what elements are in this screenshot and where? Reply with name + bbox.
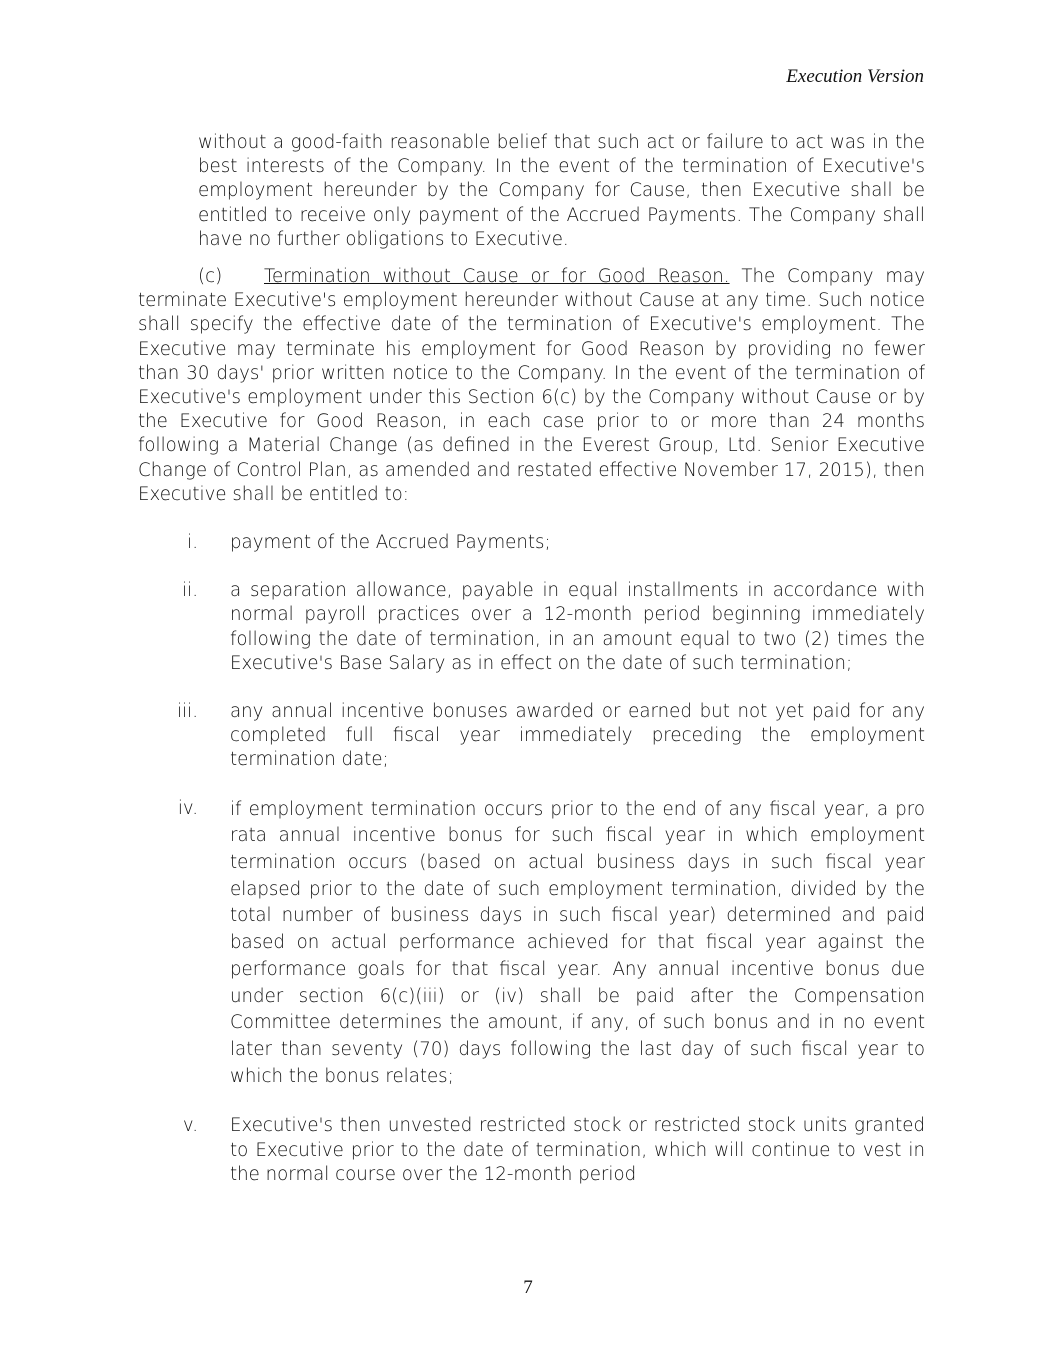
section-c-heading: Termination without Cause or for Good Reason. [264, 266, 730, 288]
list-item-text: payment of the Accrued Payments; [230, 532, 551, 554]
list-marker: v. [182, 1115, 198, 1137]
page-number: 7 [523, 1277, 533, 1298]
continuation-paragraph: without a good-faith reasonable belief that such act or failure to act was in the best interests of the Company. In the event of the termination of Executive's employment hereunder by the Company for Cause, then Executive shall be entitled to receive only payment of the Accrued Payments. The Company shall have no further obligations to Executive. [198, 132, 925, 250]
section-c-paragraph [138, 265, 925, 507]
list-item-i [138, 531, 925, 555]
list-item-iv [138, 797, 925, 1091]
list-marker: iv. [177, 797, 198, 819]
list-item-text: Executive's then unvested restricted stock or restricted stock units granted to Executive prior to the date of termination, which will continue to vest in the normal course over the 12-month period [230, 1115, 925, 1185]
list-marker: ii. [182, 580, 198, 602]
list-item-text: a separation allowance, payable in equal installments in accordance with normal payroll practices over a 12-month period beginning immediately following the date of termination, in an amount equal to two (2) times the Executive's Base Salary as in effect on the date of such termination; [230, 580, 925, 674]
list-item-text: any annual incentive bonuses awarded or earned but not yet paid for any completed full fiscal year immediately preceding the employment termination date; [230, 701, 925, 771]
document-body [138, 131, 925, 1211]
list-marker: iii. [177, 701, 198, 723]
list-item-iii [138, 700, 925, 773]
list-item-v [138, 1114, 925, 1187]
version-label: Execution Version [786, 66, 924, 87]
list-item-text: if employment termination occurs prior to the end of any fiscal year, a pro rata annual incentive bonus for such fiscal year in which employment termination occurs (based on actual business days in such fiscal year elapsed prior to the date of such employment termination, divided by the total number of business days in such fiscal year) determined and paid based on actual performance achieved for that fiscal year against the performance goals for that fiscal year. Any annual incentive bonus due under section 6(c)(iii) or (iv) shall be paid after the Compensation Committee determines the amount, if any, of such bonus and in no event later than seventy (70) days following the last day of such fiscal year to which the bonus relates; [230, 798, 925, 1087]
section-c-label: (c) [198, 266, 223, 288]
section-c-body: The Company may terminate Executive's employment hereunder without Cause at any time. Such notice shall specify the effective date of the termination of Executive's employment. The Executive may terminate his employment for Good Reason by providing no fewer than 30 days' prior written notice to the Company. In the event of the termination of Executive's employment under this Section 6(c) by the Company without Cause or by the Executive for Good Reason, in each case prior to or more than 24 months following a Material Change (as defined in the Everest Group, Ltd. Senior Executive Change of Control Plan, as amended and restated effective November 17, 2015), then Executive shall be entitled to: [138, 266, 925, 505]
list-item-ii [138, 579, 925, 676]
entitlements-list [138, 531, 925, 1187]
list-marker: i. [187, 532, 198, 554]
